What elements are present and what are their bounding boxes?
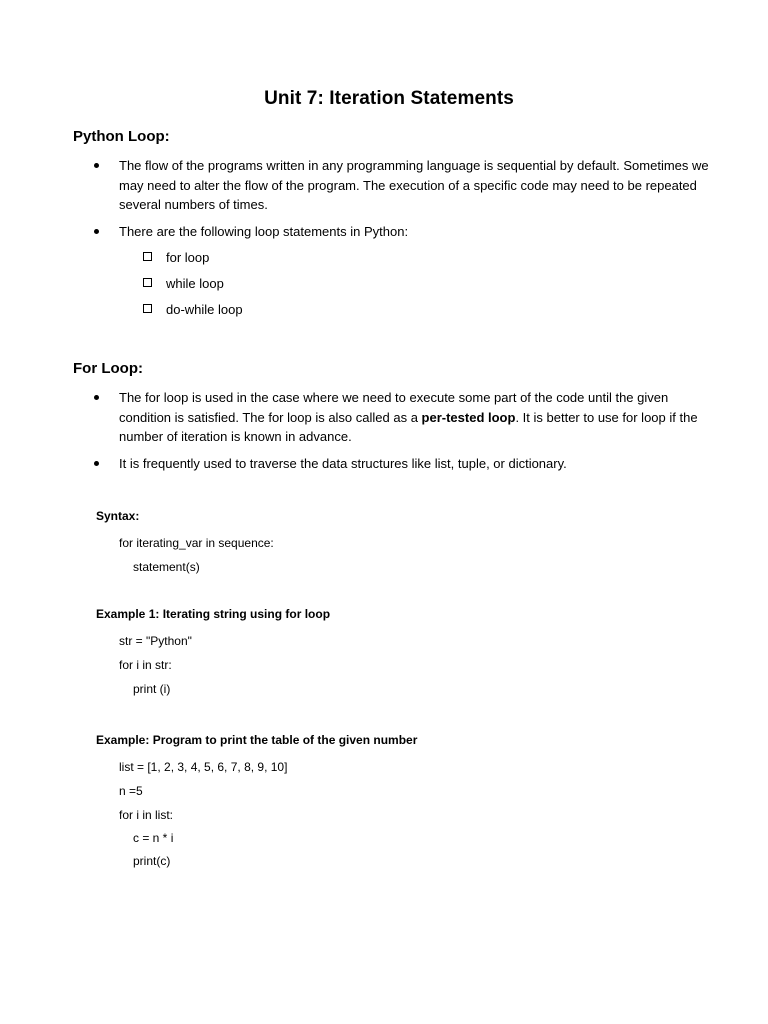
bullet-text: It is frequently used to traverse the data structures like list, tuple, or dictionary. (119, 456, 567, 471)
emphasis-text: per-tested loop (421, 409, 516, 425)
loop-type-label: do-while loop (166, 302, 243, 317)
checkbox-square-icon (143, 278, 152, 287)
syntax-label: Syntax: (96, 509, 140, 523)
code-line: for iterating_var in sequence: (119, 536, 274, 550)
code-line: print(c) (133, 854, 171, 868)
loop-type-label: while loop (166, 276, 224, 291)
bullet-icon (94, 163, 99, 168)
code-line: statement(s) (133, 560, 200, 574)
for-loop-heading: For Loop: (73, 360, 143, 377)
code-line: n =5 (119, 784, 143, 798)
code-line: list = [1, 2, 3, 4, 5, 6, 7, 8, 9, 10] (119, 760, 288, 774)
bullet-text-part: . It is better to use for loop if the number of iteration is known in advance. (119, 409, 698, 444)
loop-type-label: for loop (166, 250, 210, 265)
code-line: str = "Python" (119, 634, 192, 648)
bullet-item (94, 454, 714, 474)
example2-label: Example: Program to print the table of the given number (96, 733, 418, 747)
code-line: print (i) (133, 682, 171, 696)
bullet-icon (94, 461, 99, 466)
bullet-text-part: The for loop is used in the case where we need to execute some part of the code until the given condition is satisfied. The for loop is also called as a (119, 390, 669, 425)
bullet-text: There are the following loop statements in Python: (119, 224, 409, 239)
checkbox-square-icon (143, 304, 152, 313)
bullet-item (94, 222, 714, 242)
code-line: for i in list: (119, 808, 174, 822)
page-title: Unit 7: Iteration Statements (264, 88, 514, 109)
checkbox-square-icon (143, 252, 152, 261)
bullet-icon (94, 395, 99, 400)
bullet-item (94, 156, 714, 216)
code-line: c = n * i (133, 831, 174, 845)
code-line: for i in str: (119, 658, 172, 672)
bullet-item (94, 388, 714, 448)
bullet-text (119, 388, 714, 447)
bullet-icon (94, 229, 99, 234)
bullet-text: The flow of the programs written in any programming language is sequential by default. Sometimes we may need to alter the flow of the program. The execution of a specific code may need to be repeated several numbers of times. (119, 158, 709, 212)
example1-label: Example 1: Iterating string using for loop (96, 607, 331, 621)
python-loop-heading: Python Loop: (73, 128, 170, 145)
